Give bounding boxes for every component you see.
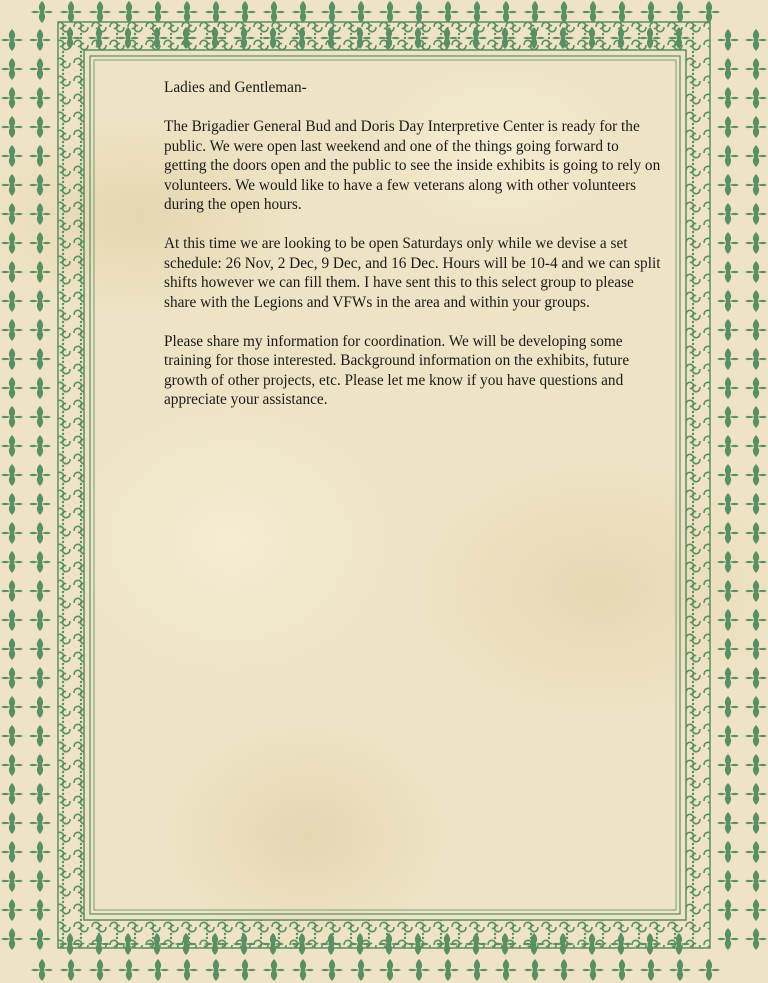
border-leaf-ornament (553, 959, 575, 981)
border-leaf-ornament (717, 812, 739, 834)
border-leaf-ornament (29, 638, 51, 660)
border-leaf-ornament (31, 1, 53, 23)
border-leaf-ornament (379, 959, 401, 981)
border-leaf-ornament (1, 812, 23, 834)
border-leaf-ornament (29, 870, 51, 892)
border-leaf-ornament (717, 522, 739, 544)
border-leaf-ornament (60, 1, 82, 23)
border-leaf-ornament (29, 928, 51, 950)
border-leaf-ornament (1, 870, 23, 892)
border-leaf-ornament (745, 928, 767, 950)
border-leaf-ornament (611, 959, 633, 981)
border-leaf-ornament (29, 464, 51, 486)
border-leaf-ornament (745, 493, 767, 515)
border-leaf-ornament (717, 783, 739, 805)
border-leaf-ornament (745, 522, 767, 544)
border-leaf-ornament (717, 435, 739, 457)
border-leaf-ornament (717, 899, 739, 921)
border-leaf-ornament (717, 464, 739, 486)
paragraph-intro: The Brigadier General Bud and Doris Day Interpretive Center is ready for the public. We were open last weekend and one of the things going forward to getting the doors open and the public to see the inside exhibits is going to rely on volunteers. We would like to have a few veterans along with other volunteers during the open hours. (164, 118, 661, 213)
border-leaf-ornament (1, 29, 23, 51)
border-leaf-ornament (1, 435, 23, 457)
border-leaf-ornament (717, 203, 739, 225)
border-leaf-ornament (118, 959, 140, 981)
border-leaf-ornament (29, 696, 51, 718)
border-leaf-ornament (745, 116, 767, 138)
border-leaf-ornament (29, 203, 51, 225)
border-leaf-ornament (717, 754, 739, 776)
border-leaf-ornament (717, 928, 739, 950)
border-leaf-ornament (205, 1, 227, 23)
border-leaf-ornament (321, 1, 343, 23)
border-leaf-ornament (321, 959, 343, 981)
border-leaf-ornament (717, 638, 739, 660)
border-leaf-ornament (1, 928, 23, 950)
border-leaf-ornament (263, 1, 285, 23)
border-leaf-ornament (1, 406, 23, 428)
border-leaf-ornament (29, 29, 51, 51)
border-leaf-ornament (234, 959, 256, 981)
border-leaf-ornament (717, 667, 739, 689)
border-leaf-ornament (717, 319, 739, 341)
border-leaf-ornament (1, 899, 23, 921)
border-leaf-ornament (717, 551, 739, 573)
border-leaf-ornament (717, 841, 739, 863)
border-leaf-ornament (1, 667, 23, 689)
border-leaf-ornament (745, 203, 767, 225)
border-leaf-ornament (1, 725, 23, 747)
border-leaf-ornament (745, 812, 767, 834)
border-leaf-ornament (29, 290, 51, 312)
border-leaf-ornament (1, 145, 23, 167)
paragraph-schedule: At this time we are looking to be open Saturdays only while we devise a set schedule: 26 Nov, 2 Dec, 9 Dec, and 16 Dec. Hours will be 10-4 and we can split shifts however we can fill them. I have sent this to this select group to please share with the Legions and VFWs in the area and within your groups. (164, 235, 661, 311)
border-leaf-ornament (745, 261, 767, 283)
border-leaf-ornament (745, 464, 767, 486)
border-leaf-ornament (717, 174, 739, 196)
border-leaf-ornament (408, 1, 430, 23)
border-leaf-ornament (29, 87, 51, 109)
border-leaf-ornament (698, 1, 720, 23)
border-leaf-ornament (717, 725, 739, 747)
border-leaf-ornament (669, 959, 691, 981)
letter-body (164, 78, 664, 429)
border-leaf-ornament (1, 754, 23, 776)
border-leaf-ornament (717, 145, 739, 167)
border-leaf-ornament (147, 959, 169, 981)
border-leaf-ornament (292, 959, 314, 981)
border-leaf-ornament (1, 580, 23, 602)
border-leaf-ornament (745, 609, 767, 631)
border-leaf-ornament (1, 203, 23, 225)
border-leaf-ornament (176, 1, 198, 23)
border-leaf-ornament (29, 348, 51, 370)
border-leaf-ornament (495, 959, 517, 981)
border-leaf-ornament (745, 29, 767, 51)
border-leaf-ornament (29, 145, 51, 167)
border-leaf-ornament (1, 116, 23, 138)
border-leaf-ornament (745, 638, 767, 660)
border-leaf-ornament (698, 959, 720, 981)
border-leaf-ornament (717, 116, 739, 138)
border-leaf-ornament (582, 1, 604, 23)
border-leaf-ornament (745, 841, 767, 863)
border-leaf-ornament (745, 290, 767, 312)
border-leaf-ornament (29, 783, 51, 805)
border-leaf-ornament (29, 754, 51, 776)
border-leaf-ornament (466, 959, 488, 981)
border-leaf-ornament (1, 783, 23, 805)
border-leaf-ornament (717, 87, 739, 109)
border-leaf-ornament (717, 406, 739, 428)
border-leaf-ornament (717, 348, 739, 370)
border-leaf-ornament (745, 696, 767, 718)
border-leaf-ornament (118, 1, 140, 23)
border-leaf-ornament (524, 1, 546, 23)
border-leaf-ornament (745, 377, 767, 399)
border-leaf-ornament (1, 232, 23, 254)
border-leaf-ornament (29, 261, 51, 283)
border-leaf-ornament (745, 232, 767, 254)
border-leaf-ornament (437, 1, 459, 23)
border-leaf-ornament (745, 145, 767, 167)
border-leaf-ornament (147, 1, 169, 23)
border-leaf-ornament (1, 696, 23, 718)
salutation: Ladies and Gentleman- (164, 79, 307, 96)
border-leaf-ornament (29, 319, 51, 341)
border-leaf-ornament (263, 959, 285, 981)
border-leaf-ornament (717, 290, 739, 312)
border-leaf-ornament (553, 1, 575, 23)
border-leaf-ornament (29, 116, 51, 138)
border-leaf-ornament (717, 870, 739, 892)
border-leaf-ornament (29, 551, 51, 573)
border-leaf-ornament (1, 174, 23, 196)
border-leaf-ornament (466, 1, 488, 23)
border-leaf-ornament (29, 406, 51, 428)
border-leaf-ornament (640, 959, 662, 981)
border-leaf-ornament (379, 1, 401, 23)
border-leaf-ornament (745, 725, 767, 747)
border-leaf-ornament (292, 1, 314, 23)
border-leaf-ornament (745, 783, 767, 805)
border-leaf-ornament (1, 58, 23, 80)
border-leaf-ornament (31, 959, 53, 981)
border-leaf-ornament (1, 841, 23, 863)
border-leaf-ornament (717, 696, 739, 718)
border-leaf-ornament (408, 959, 430, 981)
border-leaf-ornament (29, 580, 51, 602)
border-leaf-ornament (745, 348, 767, 370)
border-leaf-ornament (1, 261, 23, 283)
border-leaf-ornament (745, 58, 767, 80)
border-leaf-ornament (745, 899, 767, 921)
border-leaf-ornament (717, 261, 739, 283)
border-leaf-ornament (745, 551, 767, 573)
paragraph-closing: Please share my information for coordination. We will be developing some training for those interested. Background information on the exhibits, future growth of other projects, etc. Please let me know if you have questions and appreciate your assistance. (164, 332, 630, 408)
border-leaf-ornament (29, 841, 51, 863)
border-leaf-ornament (1, 551, 23, 573)
border-leaf-ornament (1, 348, 23, 370)
border-leaf-ornament (176, 959, 198, 981)
border-leaf-ornament (717, 493, 739, 515)
border-leaf-ornament (29, 667, 51, 689)
border-leaf-ornament (745, 406, 767, 428)
border-leaf-ornament (1, 377, 23, 399)
border-leaf-ornament (745, 580, 767, 602)
border-leaf-ornament (717, 58, 739, 80)
border-leaf-ornament (745, 87, 767, 109)
border-leaf-ornament (745, 174, 767, 196)
border-leaf-ornament (29, 899, 51, 921)
border-leaf-ornament (29, 58, 51, 80)
border-leaf-ornament (745, 754, 767, 776)
border-leaf-ornament (717, 377, 739, 399)
border-leaf-ornament (60, 959, 82, 981)
border-leaf-ornament (717, 609, 739, 631)
border-leaf-ornament (29, 377, 51, 399)
border-leaf-ornament (234, 1, 256, 23)
border-leaf-ornament (29, 609, 51, 631)
border-leaf-ornament (29, 493, 51, 515)
border-leaf-ornament (89, 959, 111, 981)
border-leaf-ornament (717, 580, 739, 602)
border-leaf-ornament (1, 609, 23, 631)
border-leaf-ornament (89, 1, 111, 23)
border-leaf-ornament (1, 290, 23, 312)
border-leaf-ornament (640, 1, 662, 23)
border-leaf-ornament (745, 319, 767, 341)
border-leaf-ornament (1, 87, 23, 109)
border-leaf-ornament (717, 29, 739, 51)
border-leaf-ornament (29, 725, 51, 747)
border-leaf-ornament (350, 959, 372, 981)
border-leaf-ornament (495, 1, 517, 23)
border-leaf-ornament (29, 435, 51, 457)
border-leaf-ornament (717, 232, 739, 254)
border-leaf-ornament (582, 959, 604, 981)
border-leaf-ornament (29, 232, 51, 254)
border-leaf-ornament (1, 522, 23, 544)
border-leaf-ornament (29, 522, 51, 544)
border-leaf-ornament (1, 493, 23, 515)
border-leaf-ornament (205, 959, 227, 981)
border-leaf-ornament (745, 667, 767, 689)
border-leaf-ornament (611, 1, 633, 23)
border-leaf-ornament (669, 1, 691, 23)
border-leaf-ornament (745, 435, 767, 457)
border-leaf-ornament (437, 959, 459, 981)
border-leaf-ornament (1, 319, 23, 341)
border-leaf-ornament (29, 812, 51, 834)
border-leaf-ornament (1, 638, 23, 660)
border-leaf-ornament (29, 174, 51, 196)
border-leaf-ornament (524, 959, 546, 981)
border-leaf-ornament (1, 464, 23, 486)
border-leaf-ornament (350, 1, 372, 23)
border-leaf-ornament (745, 870, 767, 892)
